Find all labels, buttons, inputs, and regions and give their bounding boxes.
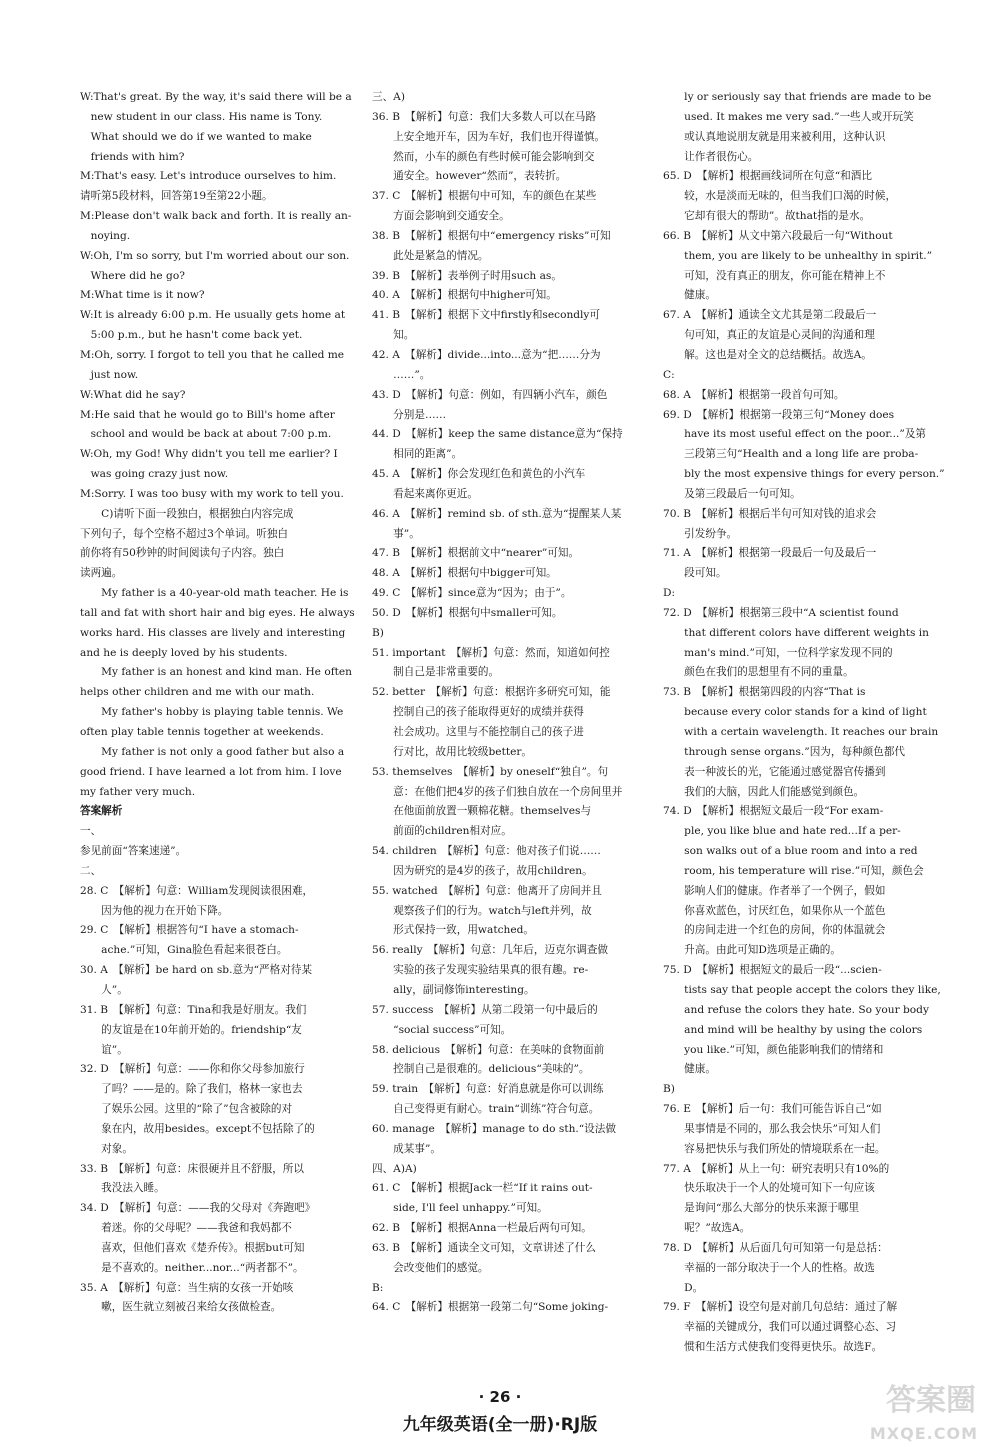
- text-line: 了娱乐公园。这里的“除了”包含被除的对: [80, 1103, 293, 1116]
- text-line: 幸福的关键成分，我们可以通过调整心态、习: [663, 1321, 897, 1334]
- text-line: 形式保持一致，用watched。: [372, 924, 534, 937]
- text-line: 看起来离你更近。: [372, 487, 478, 500]
- text-line: 人”。: [80, 983, 128, 996]
- text-line: 71. A 【解析】根据第一段最后一句及最后一: [663, 547, 877, 560]
- text-line: 因为他的视力在开始下降。: [80, 904, 229, 917]
- text-line: 42. A 【解析】divide...into...意为“把……分为: [372, 348, 601, 361]
- text-line: 57. success 【解析】从第二段第一句中最后的: [372, 1003, 598, 1016]
- text-line: 答案解析: [80, 805, 123, 818]
- text-line: 41. B 【解析】根据下文中firstly和secondly可: [372, 309, 601, 322]
- text-line: 36. B 【解析】句意：我们大多数人可以在马路: [372, 110, 596, 123]
- text-line: 社会成功。这里与不能控制自己的孩子进: [372, 726, 584, 738]
- text-line: 事”。: [372, 527, 420, 540]
- text-line: 62. B 【解析】根据Anna一栏最后两句可知。: [372, 1222, 592, 1235]
- text-line: 颜色在我们的思想里有不同的重量。: [663, 666, 854, 679]
- text-line: 在他面前放置一颗棉花糖。themselves与: [372, 805, 592, 818]
- text-line: My father is an honest and kind man. He often: [80, 666, 352, 679]
- text-line: W:That's great. By the way, it's said there will be a: [80, 91, 352, 103]
- text-line: C)请听下面一段独白，根据独白内容完成: [80, 507, 294, 520]
- text-line: 可知，没有真正的朋友，你可能在精神上不: [663, 269, 886, 282]
- text-line: 实验的孩子发现实验结果真的很有趣。re-: [372, 964, 589, 977]
- text-line: 此处是紧急的情况。: [372, 249, 489, 262]
- text-line: M:Please don't walk back and forth. It is really an-: [80, 210, 352, 223]
- column-right: [663, 88, 951, 1358]
- text-line: 请听第5段材料，回答第19至第22小题。: [80, 190, 273, 203]
- text-line: 参见前面“答案速递”。: [80, 845, 187, 858]
- text-line: used. It makes me very sad.”一些人或开玩笑: [663, 110, 914, 123]
- text-line: M:He said that he would go to Bill's home after: [80, 408, 335, 421]
- text-line: 44. D 【解析】keep the same distance意为“保持: [372, 428, 623, 441]
- text-line: 一、: [80, 825, 102, 838]
- page-number: · 26 ·: [478, 1388, 522, 1406]
- text-line: B): [663, 1083, 675, 1096]
- text-line: My father is not only a good father but also a: [80, 745, 345, 758]
- text-line: 51. important 【解析】句意：然而，知道如何控: [372, 646, 610, 659]
- text-line: 你喜欢蓝色，讨厌红色，如果你从一个蓝色: [663, 904, 886, 917]
- text-line: tall and fat with short hair and big eyes. He always: [80, 606, 355, 619]
- text-line: 惯和生活方式使我们变得更快乐。故选F。: [663, 1341, 883, 1354]
- text-line: 我们的大脑，因此人们能感觉到颜色。: [663, 785, 865, 798]
- text-line: and he is deeply loved by his students.: [80, 646, 288, 659]
- text-line: 31. B 【解析】句意：Tina和我是好朋友。我们: [80, 1003, 307, 1016]
- text-line: 嗽，医生就立刻被召来给女孩做检查。: [80, 1301, 282, 1314]
- text-line: M:What time is it now?: [80, 289, 205, 302]
- text-line: 30. A 【解析】be hard on sb.意为“严格对待某: [80, 964, 313, 977]
- text-line: 38. B 【解析】根据句中“emergency risks”可知: [372, 229, 611, 242]
- text-line: 40. A 【解析】根据句中higher可知。: [372, 289, 557, 302]
- text-line: just now.: [80, 368, 139, 381]
- text-line: 76. E 【解析】后一句：我们可能告诉自己“如: [663, 1103, 882, 1116]
- text-line: and refuse the colors they hate. So your body: [663, 1003, 929, 1016]
- text-line: M:Oh, sorry. I forgot to tell you that he called me: [80, 348, 345, 361]
- text-line: D。: [663, 1281, 704, 1294]
- text-line: W:Oh, I'm so sorry, but I'm worried about our son.: [80, 249, 350, 262]
- text-line: 53. themselves 【解析】by oneself“独自”。句: [372, 765, 609, 778]
- text-line: 控制自己的孩子能取得更好的成绩并获得: [372, 706, 584, 719]
- text-line: 43. D 【解析】句意：例如，有四辆小汽车，颜色: [372, 388, 608, 401]
- text-line: 54. children 【解析】句意：他对孩子们说……: [372, 845, 601, 858]
- text-line: ple, you like blue and hate red...If a per-: [663, 825, 901, 838]
- text-line: B:: [372, 1281, 384, 1294]
- text-line: works hard. His classes are lively and interesting: [80, 626, 346, 639]
- text-line: 表一种波长的光，它能通过感觉器官传播到: [663, 765, 886, 778]
- text-line: 67. A 【解析】通读全文尤其是第二段最后一: [663, 309, 877, 322]
- text-line: 制自己是非常重要的。: [372, 666, 500, 679]
- text-line: 59. train 【解析】句意：好消息就是你可以训练: [372, 1083, 604, 1096]
- text-line: 61. C 【解析】根据Jack一栏“If it rains out-: [372, 1182, 593, 1195]
- text-line: 34. D 【解析】句意：——我的父母对《奔跑吧》: [80, 1202, 316, 1215]
- text-line: 下列句子，每个空格不超过3个单词。听独白: [80, 527, 289, 540]
- text-line: school and would be back at about 7:00 p.m.: [80, 428, 332, 441]
- text-line: 它却有很大的帮助”。故that指的是水。: [663, 210, 871, 223]
- text-line: 解。这也是对全文的总结概括。故选A。: [663, 348, 872, 361]
- text-line: 让作者很伤心。: [663, 150, 759, 163]
- text-line: 28. C 【解析】句意：William发现阅读很困难，: [80, 884, 314, 897]
- watermark-logo: [842, 1373, 992, 1443]
- text-line: that different colors have different weights in: [663, 626, 930, 639]
- text-line: 谊”。: [80, 1043, 128, 1056]
- text-line: 的房间走进一个红色的房间，你的体温就会: [663, 924, 886, 937]
- text-line: 成某事”。: [372, 1142, 441, 1155]
- text-line: M:Sorry. I was too busy with my work to tell you.: [80, 487, 344, 500]
- text-line: What should we do if we wanted to make: [80, 130, 312, 143]
- text-line: was going crazy just now.: [80, 468, 229, 481]
- text-line: bly the most expensive things for every person.”: [663, 468, 945, 481]
- text-line: side, I'll feel unhappy.”可知。: [372, 1202, 548, 1215]
- text-line: 35. A 【解析】句意：当生病的女孩一开始咳: [80, 1281, 294, 1294]
- text-line: 32. D 【解析】句意：——你和你父母参加旅行: [80, 1063, 305, 1076]
- watermark-text: 答案圈: [886, 1383, 976, 1418]
- text-line: 呢？”故选A。: [663, 1222, 751, 1235]
- text-line: 前面的children相对应。: [372, 825, 512, 838]
- text-line: 49. C 【解析】since意为“因为；由于”。: [372, 587, 572, 600]
- text-line: ly or seriously say that friends are made to be: [663, 91, 932, 103]
- text-line: C:: [663, 368, 675, 381]
- text-line: 50. D 【解析】根据句中smaller可知。: [372, 606, 563, 619]
- text-line: 分别是……: [372, 408, 447, 421]
- text-line: 是不喜欢的。neither...nor...“两者都不”。: [80, 1261, 304, 1274]
- text-line: 77. A 【解析】从上一句：研究表明只有10%的: [663, 1162, 890, 1175]
- text-line: 相同的距离”。: [372, 448, 463, 461]
- text-line: 29. C 【解析】根据答句“I have a stomach-: [80, 924, 299, 937]
- text-line: friends with him?: [80, 150, 185, 163]
- text-line: 因为研究的是4岁的孩子，故用children。: [372, 864, 593, 877]
- text-line: 三、A): [372, 91, 405, 103]
- text-line: noying.: [80, 229, 131, 242]
- text-line: 52. better 【解析】句意：根据许多研究可知，能: [372, 686, 611, 699]
- text-line: 的友谊是在10年前开始的。friendship“友: [80, 1023, 302, 1036]
- text-line: 通安全。however“然而”，表转折。: [372, 170, 567, 183]
- text-line: 意：在他们把4岁的孩子们独自放在一个房间里并: [372, 785, 623, 798]
- text-line: Where did he go?: [80, 269, 185, 282]
- text-line: 55. watched 【解析】句意：他离开了房间并且: [372, 884, 602, 897]
- text-line: D:: [663, 587, 676, 600]
- book-title: 九年级英语(全一册)·RJ版: [402, 1415, 598, 1435]
- text-line: 58. delicious 【解析】句意：在美味的食物面前: [372, 1043, 605, 1056]
- text-line: 47. B 【解析】根据前文中“nearer”可知。: [372, 547, 580, 560]
- text-line: 对象。: [80, 1142, 133, 1155]
- text-line: 较，水是淡而无味的，但当我们口渴的时候，: [663, 190, 897, 203]
- text-line: 控制自己是很难的。delicious“美味的”。: [372, 1063, 590, 1076]
- text-line: 健康。: [663, 1063, 716, 1076]
- text-line: good friend. I have learned a lot from him. I love: [80, 765, 342, 778]
- text-line: 74. D 【解析】根据短文最后一段“For exam-: [663, 805, 884, 818]
- text-line: 着迷。你的父母呢？——我爸和我妈都不: [80, 1222, 292, 1235]
- text-line: 45. A 【解析】你会发现红色和黄色的小汽车: [372, 468, 586, 481]
- text-line: son walks out of a blue room and into a red: [663, 845, 918, 858]
- text-line: 56. really 【解析】句意：几年后，迈克尔调查做: [372, 944, 609, 957]
- text-line: 段可知。: [663, 567, 727, 580]
- text-line: 引发纷争。: [663, 527, 738, 540]
- text-line: ……”。: [372, 368, 431, 381]
- text-line: 句可知，真正的友谊是心灵间的沟通和理: [663, 329, 875, 342]
- text-line: 33. B 【解析】句意：床很硬并且不舒服，所以: [80, 1162, 304, 1175]
- text-line: M:That's easy. Let's introduce ourselves to him.: [80, 170, 337, 183]
- text-line: 容易把快乐与我们所处的情境联系在一起。: [663, 1142, 886, 1155]
- text-line: 48. A 【解析】根据句中bigger可知。: [372, 567, 557, 580]
- text-line: 自己变得更有耐心。train“训练”符合句意。: [372, 1103, 600, 1116]
- text-line: with a certain wavelength. It reaches our brain: [663, 726, 939, 738]
- text-line: 行对比，故用比较级better。: [372, 745, 533, 758]
- text-line: 然而，小车的颜色有些时候可能会影响到交: [372, 150, 595, 163]
- text-line: 前你将有50秒钟的时间阅读句子内容。独白: [80, 547, 285, 560]
- text-line: My father is a 40-year-old math teacher. He is: [80, 587, 349, 600]
- text-line: 四、A)A): [372, 1162, 417, 1175]
- text-line: 影响人们的健康。作者举了一个例子，假如: [663, 884, 886, 897]
- text-line: 68. A 【解析】根据第一段首句可知。: [663, 388, 845, 401]
- text-line: 及第三段最后一句可知。: [663, 487, 801, 500]
- text-line: 观察孩子们的行为。watch与left并列，故: [372, 904, 592, 917]
- text-line: ache.”可知，Gina脸色看起来很苍白。: [80, 944, 288, 957]
- text-line: ally，副词修饰interesting。: [372, 983, 535, 996]
- text-line: man's mind.”可知，一位科学家发现不同的: [663, 646, 893, 659]
- text-line: 果事情是不同的，那么我会快乐”可知人们: [663, 1122, 881, 1135]
- text-line: 64. C 【解析】根据第一段第二句“Some joking-: [372, 1301, 609, 1314]
- text-line: new student in our class. His name is Tony.: [80, 110, 323, 123]
- text-line: 70. B 【解析】根据后半句可知对钱的追求会: [663, 507, 877, 520]
- text-line: 73. B 【解析】根据第四段的内容“That is: [663, 686, 866, 699]
- text-line: 或认真地说朋友就是用来被利用，这种认识: [663, 130, 886, 143]
- text-line: because every color stands for a kind of light: [663, 706, 927, 719]
- text-line: 60. manage 【解析】manage to do sth.“设法做: [372, 1122, 616, 1135]
- text-line: you like.”可知，颜色能影响我们的情绪和: [663, 1043, 884, 1056]
- column-left: [80, 88, 368, 1318]
- text-line: 了吗？——是的。除了我们，格林一家也去: [80, 1083, 303, 1096]
- text-line: 上安全地开车，因为车好，我们也开得谨慎。: [372, 130, 606, 143]
- text-line: 读两遍。: [80, 567, 123, 580]
- text-line: and mind will be healthy by using the colors: [663, 1023, 923, 1036]
- text-line: W:What did he say?: [80, 388, 186, 401]
- text-line: 我没法入睡。: [80, 1182, 165, 1195]
- text-line: tists say that people accept the colors they like,: [663, 983, 941, 996]
- text-line: 63. B 【解析】通读全文可知，文章讲述了什么: [372, 1241, 596, 1254]
- text-line: 69. D 【解析】根据第一段第三句“Money does: [663, 408, 895, 421]
- text-line: My father's hobby is playing table tennis. We: [80, 706, 344, 719]
- text-line: through sense organs.”因为，每种颜色都代: [663, 745, 906, 758]
- text-line: 46. A 【解析】remind sb. of sth.意为“提醒某人某: [372, 507, 622, 520]
- text-line: 方面会影响到交通安全。: [372, 210, 510, 223]
- text-line: 喜欢，但他们喜欢《楚乔传》。根据but可知: [80, 1241, 305, 1254]
- column-middle: [372, 88, 660, 1318]
- watermark-url: MXQE.COM: [869, 1424, 978, 1443]
- text-line: often play table tennis together at weekends.: [80, 726, 324, 738]
- text-line: 二、: [80, 864, 102, 877]
- text-line: 79. F 【解析】设空句是对前几句总结：通过了解: [663, 1301, 898, 1314]
- text-line: 72. D 【解析】根据第三段中“A scientist found: [663, 606, 899, 619]
- text-line: 75. D 【解析】根据短文的最后一段“...scien-: [663, 964, 882, 977]
- text-line: 知。: [372, 329, 415, 342]
- text-line: 37. C 【解析】根据句中可知，车的颜色在某些: [372, 190, 597, 203]
- text-line: 三段第三句“Health and a long life are proba-: [663, 448, 919, 461]
- text-line: my father very much.: [80, 785, 196, 798]
- text-line: 快乐取决于一个人的处境可知下一句应该: [663, 1182, 875, 1195]
- text-line: 是询问“那么大部分的快乐来源于哪里: [663, 1202, 860, 1215]
- text-line: them, you are likely to be unhealthy in spirit.”: [663, 249, 933, 262]
- text-line: 升高。由此可知D选项是正确的。: [663, 944, 841, 957]
- text-line: room, his temperature will rise.”可知，颜色会: [663, 864, 924, 877]
- text-line: W:Oh, my God! Why didn't you tell me earlier? I: [80, 448, 338, 461]
- text-line: 65. D 【解析】根据画线词所在句意“和酒比: [663, 170, 872, 183]
- text-line: have its most useful effect on the poor...”及第: [663, 428, 926, 441]
- text-line: “social success”可知。: [372, 1023, 512, 1036]
- text-line: B): [372, 626, 384, 639]
- text-line: 5:00 p.m., but he hasn't come back yet.: [80, 329, 303, 342]
- text-line: 78. D 【解析】从后面几句可知第一句是总括：: [663, 1241, 888, 1254]
- text-line: 象在内，故用besides。except不包括除了的: [80, 1122, 315, 1135]
- text-line: 66. B 【解析】从文中第六段最后一句“Without: [663, 229, 893, 242]
- text-line: 会改变他们的感觉。: [372, 1261, 489, 1274]
- text-line: helps other children and me with our math.: [80, 686, 315, 699]
- text-line: 健康。: [663, 289, 716, 302]
- text-line: 幸福的一部分取决于一个人的性格。故选: [663, 1261, 875, 1274]
- text-line: 39. B 【解析】表举例子时用such as。: [372, 269, 562, 282]
- text-line: W:It is already 6:00 p.m. He usually gets home at: [80, 309, 346, 322]
